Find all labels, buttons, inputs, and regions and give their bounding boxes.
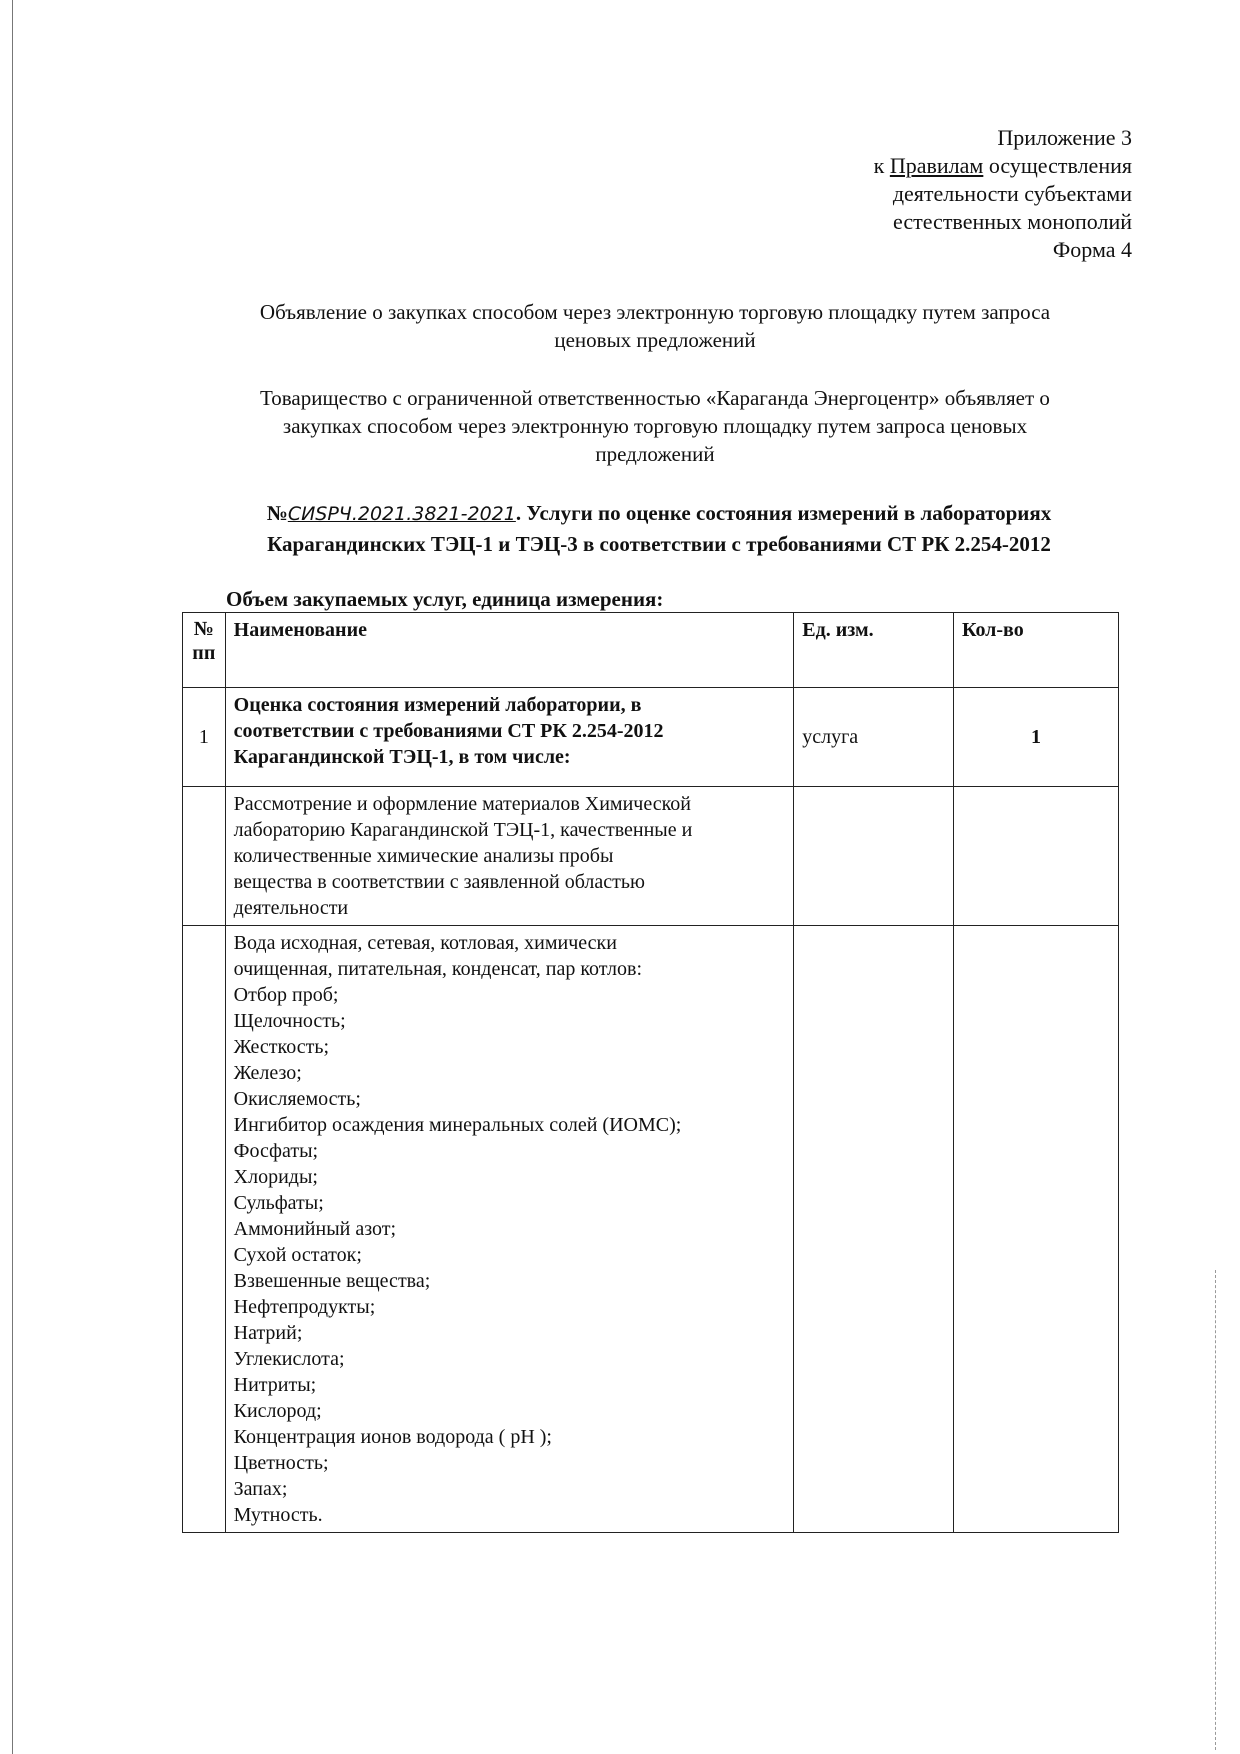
analysis-item: Жесткость; <box>233 1036 330 1058</box>
scan-edge-marks <box>1215 1270 1226 1750</box>
analysis-item: Углекислота; <box>233 1348 345 1370</box>
table-row <box>183 926 1119 1533</box>
analysis-item: Нитриты; <box>233 1374 317 1396</box>
company-statement-line-1: Товарищество с ограниченной ответственностью «Караганда Энергоцентр» объявляет о <box>260 386 1050 410</box>
lot-heading-line-1 <box>184 498 1134 529</box>
analysis-item: Фосфаты; <box>233 1140 319 1162</box>
analysis-item: Запах; <box>233 1478 288 1500</box>
analysis-item: Концентрация ионов водорода ( pH ); <box>233 1426 552 1448</box>
analysis-item: Отбор проб; <box>233 984 339 1006</box>
announcement-title <box>182 298 1128 354</box>
lot-title-line-2: Карагандинских ТЭЦ-1 и ТЭЦ-3 в соответствии с требованиями СТ РК 2.254-2012 <box>267 532 1051 556</box>
description-line: Рассмотрение и оформление материалов Химической <box>233 793 691 815</box>
header-unit: Ед. изм. <box>794 613 954 688</box>
lot-number-handwritten: CИSPЧ.2021.3821-2021 <box>287 503 516 525</box>
lot-number-prefix: № <box>266 501 288 525</box>
row-name-line-2: соответствии с требованиями СТ РК 2.254-2012 <box>233 720 664 742</box>
description-line: вещества в соответствии с заявленной областью <box>233 871 645 893</box>
announcement-title-line-2: ценовых предложений <box>554 328 756 352</box>
analysis-item: Взвешенные вещества; <box>233 1270 431 1292</box>
scan-edge-line <box>12 0 13 1754</box>
header-quantity: Кол-во <box>953 613 1118 688</box>
analysis-item: Аммонийный азот; <box>233 1218 397 1240</box>
description-line: деятельности <box>233 897 349 919</box>
row-quantity: 1 <box>953 688 1118 787</box>
analysis-item: Кислород; <box>233 1400 322 1422</box>
description-line: количественные химические анализы пробы <box>233 845 614 867</box>
analysis-item: Железо; <box>233 1062 302 1084</box>
row-unit: услуга <box>794 688 954 787</box>
appendix-rules-prefix: к <box>873 153 890 178</box>
analysis-item: Мутность. <box>233 1504 323 1526</box>
description-line: лабораторию Карагандинской ТЭЦ-1, качественные и <box>233 819 693 841</box>
row-number-empty <box>183 787 226 926</box>
lot-heading <box>184 498 1134 559</box>
header-number <box>183 613 226 688</box>
row-name-line-1: Оценка состояния измерений лаборатории, в <box>233 694 642 716</box>
row-unit-empty <box>794 926 954 1533</box>
analysis-item: Сухой остаток; <box>233 1244 362 1266</box>
row-unit-empty <box>794 787 954 926</box>
table-row <box>183 688 1119 787</box>
header-number-line-2: пп <box>192 642 216 664</box>
company-statement <box>182 384 1128 468</box>
analysis-item: очищенная, питательная, конденсат, пар котлов: <box>233 958 643 980</box>
table-row <box>183 787 1119 926</box>
company-statement-line-2: закупках способом через электронную торговую площадку путем запроса ценовых <box>282 414 1028 438</box>
analysis-item: Нефтепродукты; <box>233 1296 376 1318</box>
appendix-line-3: деятельности субъектами <box>892 181 1132 206</box>
analysis-item: Цветность; <box>233 1452 329 1474</box>
header-number-line-1: № <box>193 618 214 640</box>
appendix-header <box>874 124 1132 264</box>
rules-link[interactable]: Правилам <box>889 153 984 178</box>
form-number: Форма 4 <box>1052 237 1132 262</box>
analysis-item: Хлориды; <box>233 1166 318 1188</box>
services-table <box>182 612 1119 1533</box>
analysis-item: Вода исходная, сетевая, котловая, химически <box>233 932 617 954</box>
analysis-item: Натрий; <box>233 1322 303 1344</box>
appendix-rules-line <box>874 152 1132 180</box>
analysis-item: Ингибитор осаждения минеральных солей (ИОМС); <box>233 1114 682 1136</box>
appendix-number: Приложение 3 <box>997 125 1132 150</box>
row-name-line-3: Карагандинской ТЭЦ-1, в том числе: <box>233 746 571 768</box>
row-quantity-empty <box>953 787 1118 926</box>
appendix-rules-suffix: осуществления <box>983 153 1132 178</box>
announcement-title-line-1: Объявление о закупках способом через электронную торговую площадку путем запроса <box>259 300 1051 324</box>
sub-item-description <box>225 787 794 926</box>
lot-title-line-1: . Услуги по оценке состояния измерений в лабораториях <box>515 501 1052 525</box>
analysis-list <box>225 926 794 1533</box>
row-quantity-empty <box>953 926 1118 1533</box>
appendix-line-4: естественных монополий <box>893 209 1132 234</box>
analysis-item: Окисляемость; <box>233 1088 361 1110</box>
row-number-empty <box>183 926 226 1533</box>
volume-title: Объем закупаемых услуг, единица измерения: <box>226 587 664 611</box>
table-header-row <box>183 613 1119 688</box>
analysis-item: Сульфаты; <box>233 1192 324 1214</box>
row-name <box>225 688 794 787</box>
row-number: 1 <box>183 688 226 787</box>
company-statement-line-3: предложений <box>595 442 715 466</box>
analysis-item: Щелочность; <box>233 1010 346 1032</box>
header-name: Наименование <box>225 613 794 688</box>
